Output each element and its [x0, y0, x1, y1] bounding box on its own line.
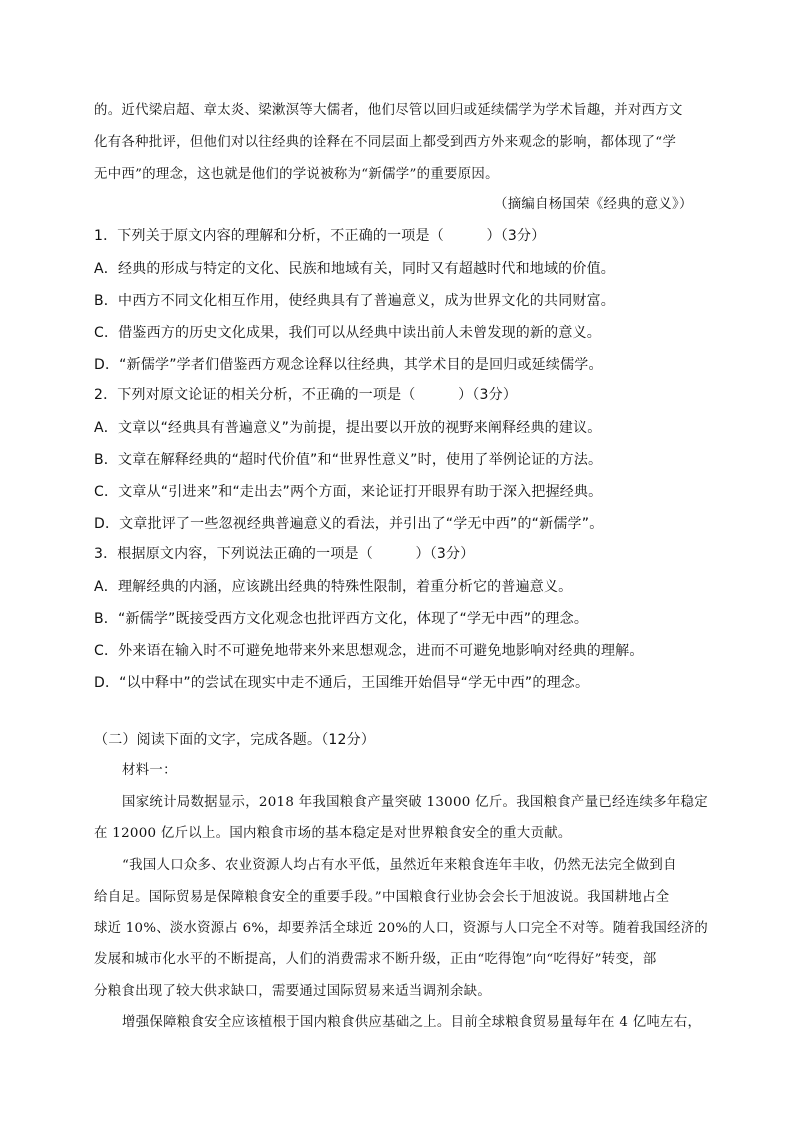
question-stem: 2．下列对原文论证的相关分析，不正确的一项是（ ）（3分） [94, 387, 518, 403]
question-option: B．中西方不同文化相互作用，使经典具有了普遍意义，成为世界文化的共同财富。 [94, 293, 616, 309]
question-option: C．借鉴西方的历史文化成果，我们可以从经典中读出前人未曾发现的新的意义。 [94, 325, 601, 341]
material-line: 国家统计局数据显示，2018 年我国粮食产量突破 13000 亿斤。我国粮食产量已经连续多年稳定 [122, 795, 708, 810]
question-option: D．文章批评了一些忽视经典普遍意义的看法，并引出了“学无中西”的“新儒学”。 [94, 516, 604, 532]
question-option: C．外来语在输入时不可避免地带来外来思想观念，进而不可避免地影响对经典的理解。 [94, 643, 644, 659]
material-label: 材料一： [122, 763, 177, 778]
material-line: 给自足。国际贸易是保障粮食安全的重要手段。”中国粮食行业协会会长于旭波说。我国耕地占全 [94, 890, 670, 905]
passage-source: （摘编自杨国荣《经典的意义》） [494, 197, 693, 212]
passage-line: 无中西”的理念，这也就是他们的学说被称为“新儒学”的重要原因。 [94, 167, 499, 182]
material-line: 分粮食出现了较大供求缺口，需要通过国际贸易来适当调剂余缺。 [94, 984, 492, 999]
material-line: 球近 10%、淡水资源占 6%，却要养活全球近 20%的人口，资源与人口完全不对等。随着我国经济的 [94, 921, 709, 936]
question-option: A．文章以“经典具有普遍意义”为前提，提出要以开放的视野来阐释经典的建议。 [94, 420, 602, 436]
question-stem: 3．根据原文内容，下列说法正确的一项是（ ）（3分） [94, 546, 475, 562]
question-stem: 1．下列关于原文内容的理解和分析，不正确的一项是（ ）（3分） [94, 228, 546, 244]
question-option: A．经典的形成与特定的文化、民族和地域有关，同时又有超越时代和地域的价值。 [94, 261, 615, 277]
question-option: C．文章从“引进来”和“走出去”两个方面，来论证打开眼界有助于深入把握经典。 [94, 484, 603, 500]
question-option: B．“新儒学”既接受西方文化观念也批评西方文化，体现了“学无中西”的理念。 [94, 611, 589, 627]
question-option: B．文章在解释经典的“超时代价值”和“世界性意义”时，使用了举例论证的方法。 [94, 452, 603, 468]
material-line: 在 12000 亿斤以上。国内粮食市场的基本稳定是对世界粮食安全的重大贡献。 [94, 826, 572, 841]
question-option: D．“新儒学”学者们借鉴西方观念诠释以往经典，其学术目的是回归或延续儒学。 [94, 357, 603, 373]
material-line: 发展和城市化水平的不断提高，人们的消费需求不断升级，正由“吃得饱”向“吃得好”转变，部 [94, 952, 657, 967]
passage-line: 化有各种批评，但他们对以往经典的诠释在不同层面上都受到西方外来观念的影响，都体现了“学 [94, 135, 677, 150]
section-heading: （二）阅读下面的文字，完成各题。（12分） [94, 732, 376, 748]
material-line: “我国人口众多、农业资源人均占有水平低，虽然近年来粮食连年丰收，仍然无法完全做到自 [122, 858, 677, 873]
passage-line: 的。近代梁启超、章太炎、梁漱溟等大儒者，他们尽管以回归或延续儒学为学术旨趣，并对西方文 [94, 103, 683, 118]
question-option: D．“以中释中”的尝试在现实中走不通后，王国维开始倡导“学无中西”的理念。 [94, 675, 590, 691]
material-line: 增强保障粮食安全应该植根于国内粮食供应基础之上。目前全球粮食贸易量每年在 4 亿吨左右， [122, 1015, 702, 1030]
question-option: A．理解经典的内涵，应该跳出经典的特殊性限制，着重分析它的普遍意义。 [94, 579, 573, 595]
